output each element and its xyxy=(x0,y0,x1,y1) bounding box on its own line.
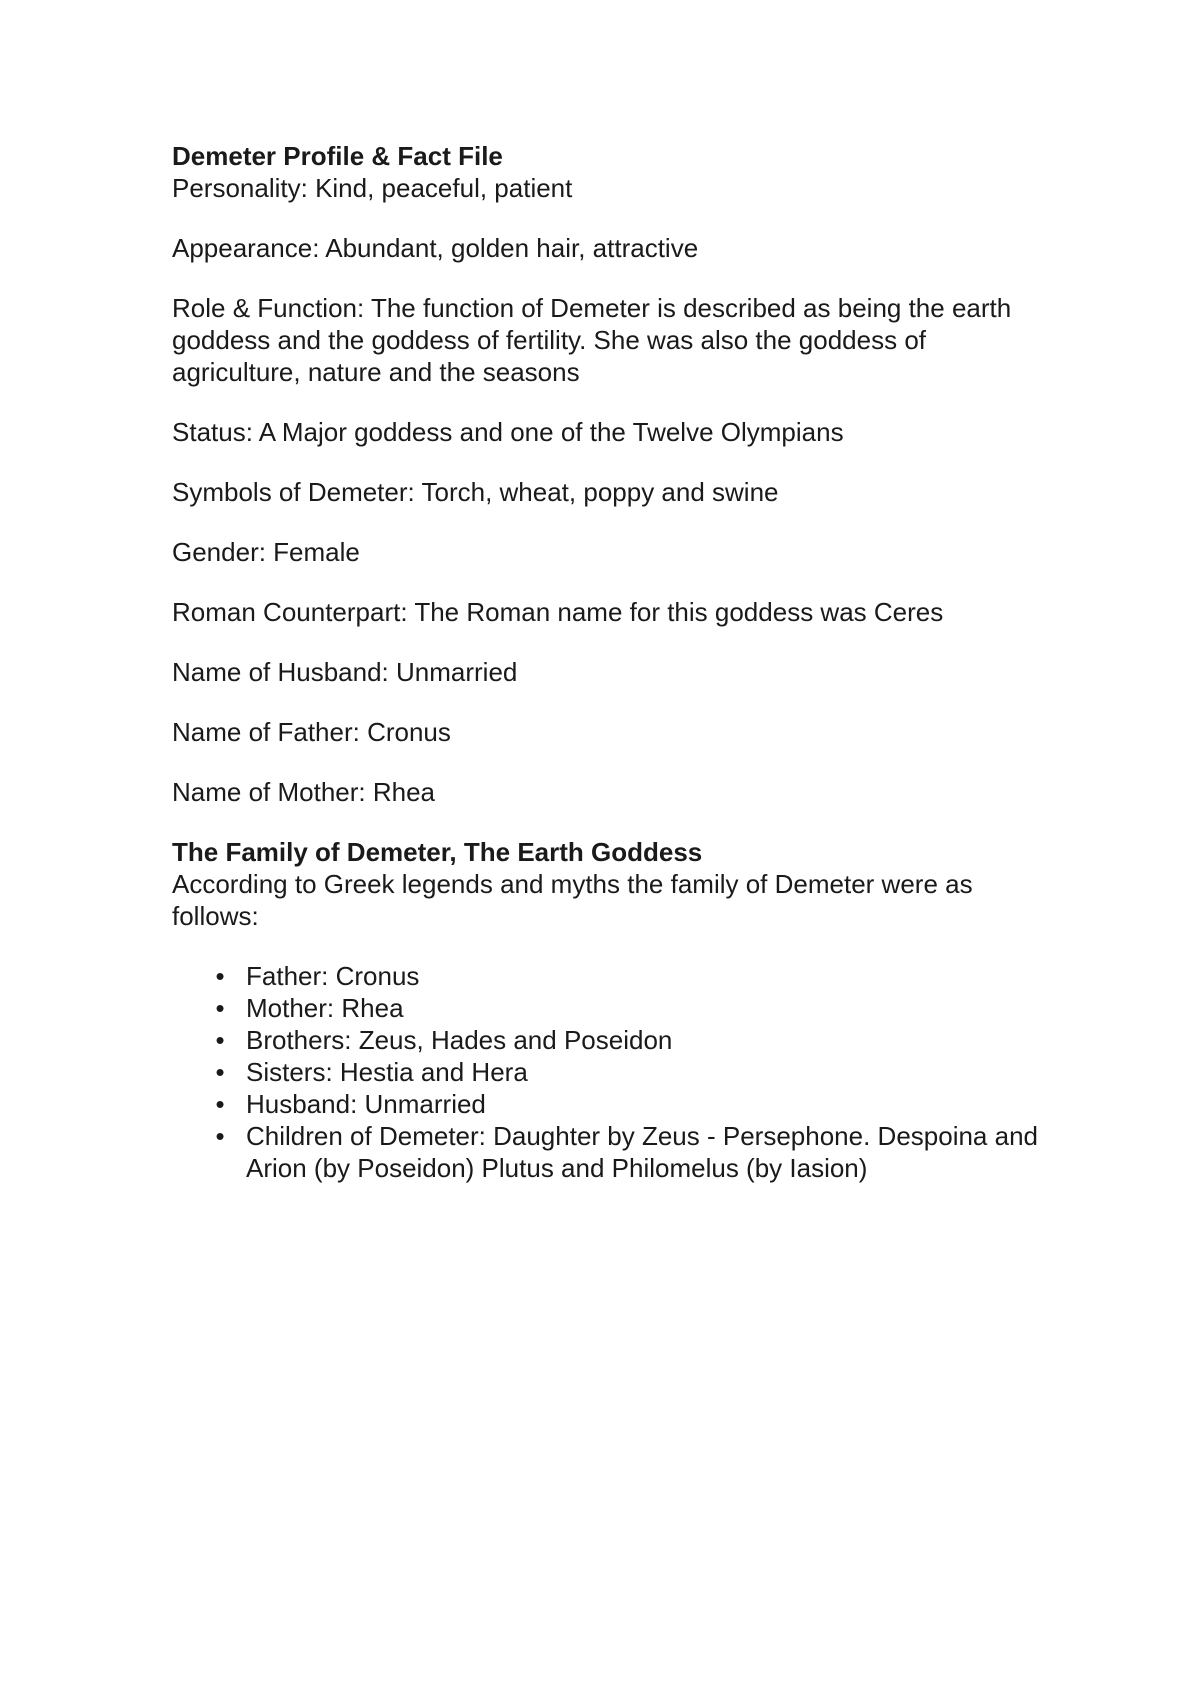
list-item xyxy=(215,992,1052,1024)
list-item xyxy=(215,1024,1052,1056)
bullet-icon: • xyxy=(215,1025,225,1055)
list-item-text: Children of Demeter: Daughter by Zeus - Persephone. Despoina and Arion (by Poseidon) Plutus and Philomelus (by Iasion) xyxy=(246,1121,1038,1183)
list-item-text: Husband: Unmarried xyxy=(246,1089,486,1119)
field-personality: Personality: Kind, peaceful, patient xyxy=(172,173,573,203)
list-item xyxy=(215,1056,1052,1088)
list-item-text: Sisters: Hestia and Hera xyxy=(246,1057,528,1087)
bullet-icon: • xyxy=(215,993,225,1023)
field-symbols: Symbols of Demeter: Torch, wheat, poppy and swine xyxy=(172,477,779,507)
family-intro: According to Greek legends and myths the family of Demeter were as follows: xyxy=(172,869,973,931)
list-item-text: Mother: Rhea xyxy=(246,993,404,1023)
family-section xyxy=(172,836,1052,1184)
bullet-icon: • xyxy=(215,1121,225,1151)
field-roman-counterpart: Roman Counterpart: The Roman name for this goddess was Ceres xyxy=(172,597,944,627)
document-page xyxy=(172,140,1052,1184)
bullet-icon: • xyxy=(215,1089,225,1119)
field-father: Name of Father: Cronus xyxy=(172,717,451,747)
family-heading: The Family of Demeter, The Earth Goddess xyxy=(172,837,703,867)
field-mother: Name of Mother: Rhea xyxy=(172,777,436,807)
field-status: Status: A Major goddess and one of the Twelve Olympians xyxy=(172,417,844,447)
bullet-icon: • xyxy=(215,961,225,991)
list-item xyxy=(215,960,1052,992)
list-item-text: Brothers: Zeus, Hades and Poseidon xyxy=(246,1025,673,1055)
field-gender: Gender: Female xyxy=(172,537,360,567)
document-title: Demeter Profile & Fact File xyxy=(172,141,503,171)
field-appearance: Appearance: Abundant, golden hair, attractive xyxy=(172,233,699,263)
bullet-icon: • xyxy=(215,1057,225,1087)
field-husband: Name of Husband: Unmarried xyxy=(172,657,518,687)
family-list xyxy=(172,960,1052,1184)
list-item xyxy=(215,1120,1052,1184)
field-role-function: Role & Function: The function of Demeter is described as being the earth goddess and the goddess of fertility. She was also the goddess of agriculture, nature and the seasons xyxy=(172,293,1012,387)
list-item xyxy=(215,1088,1052,1120)
list-item-text: Father: Cronus xyxy=(246,961,420,991)
